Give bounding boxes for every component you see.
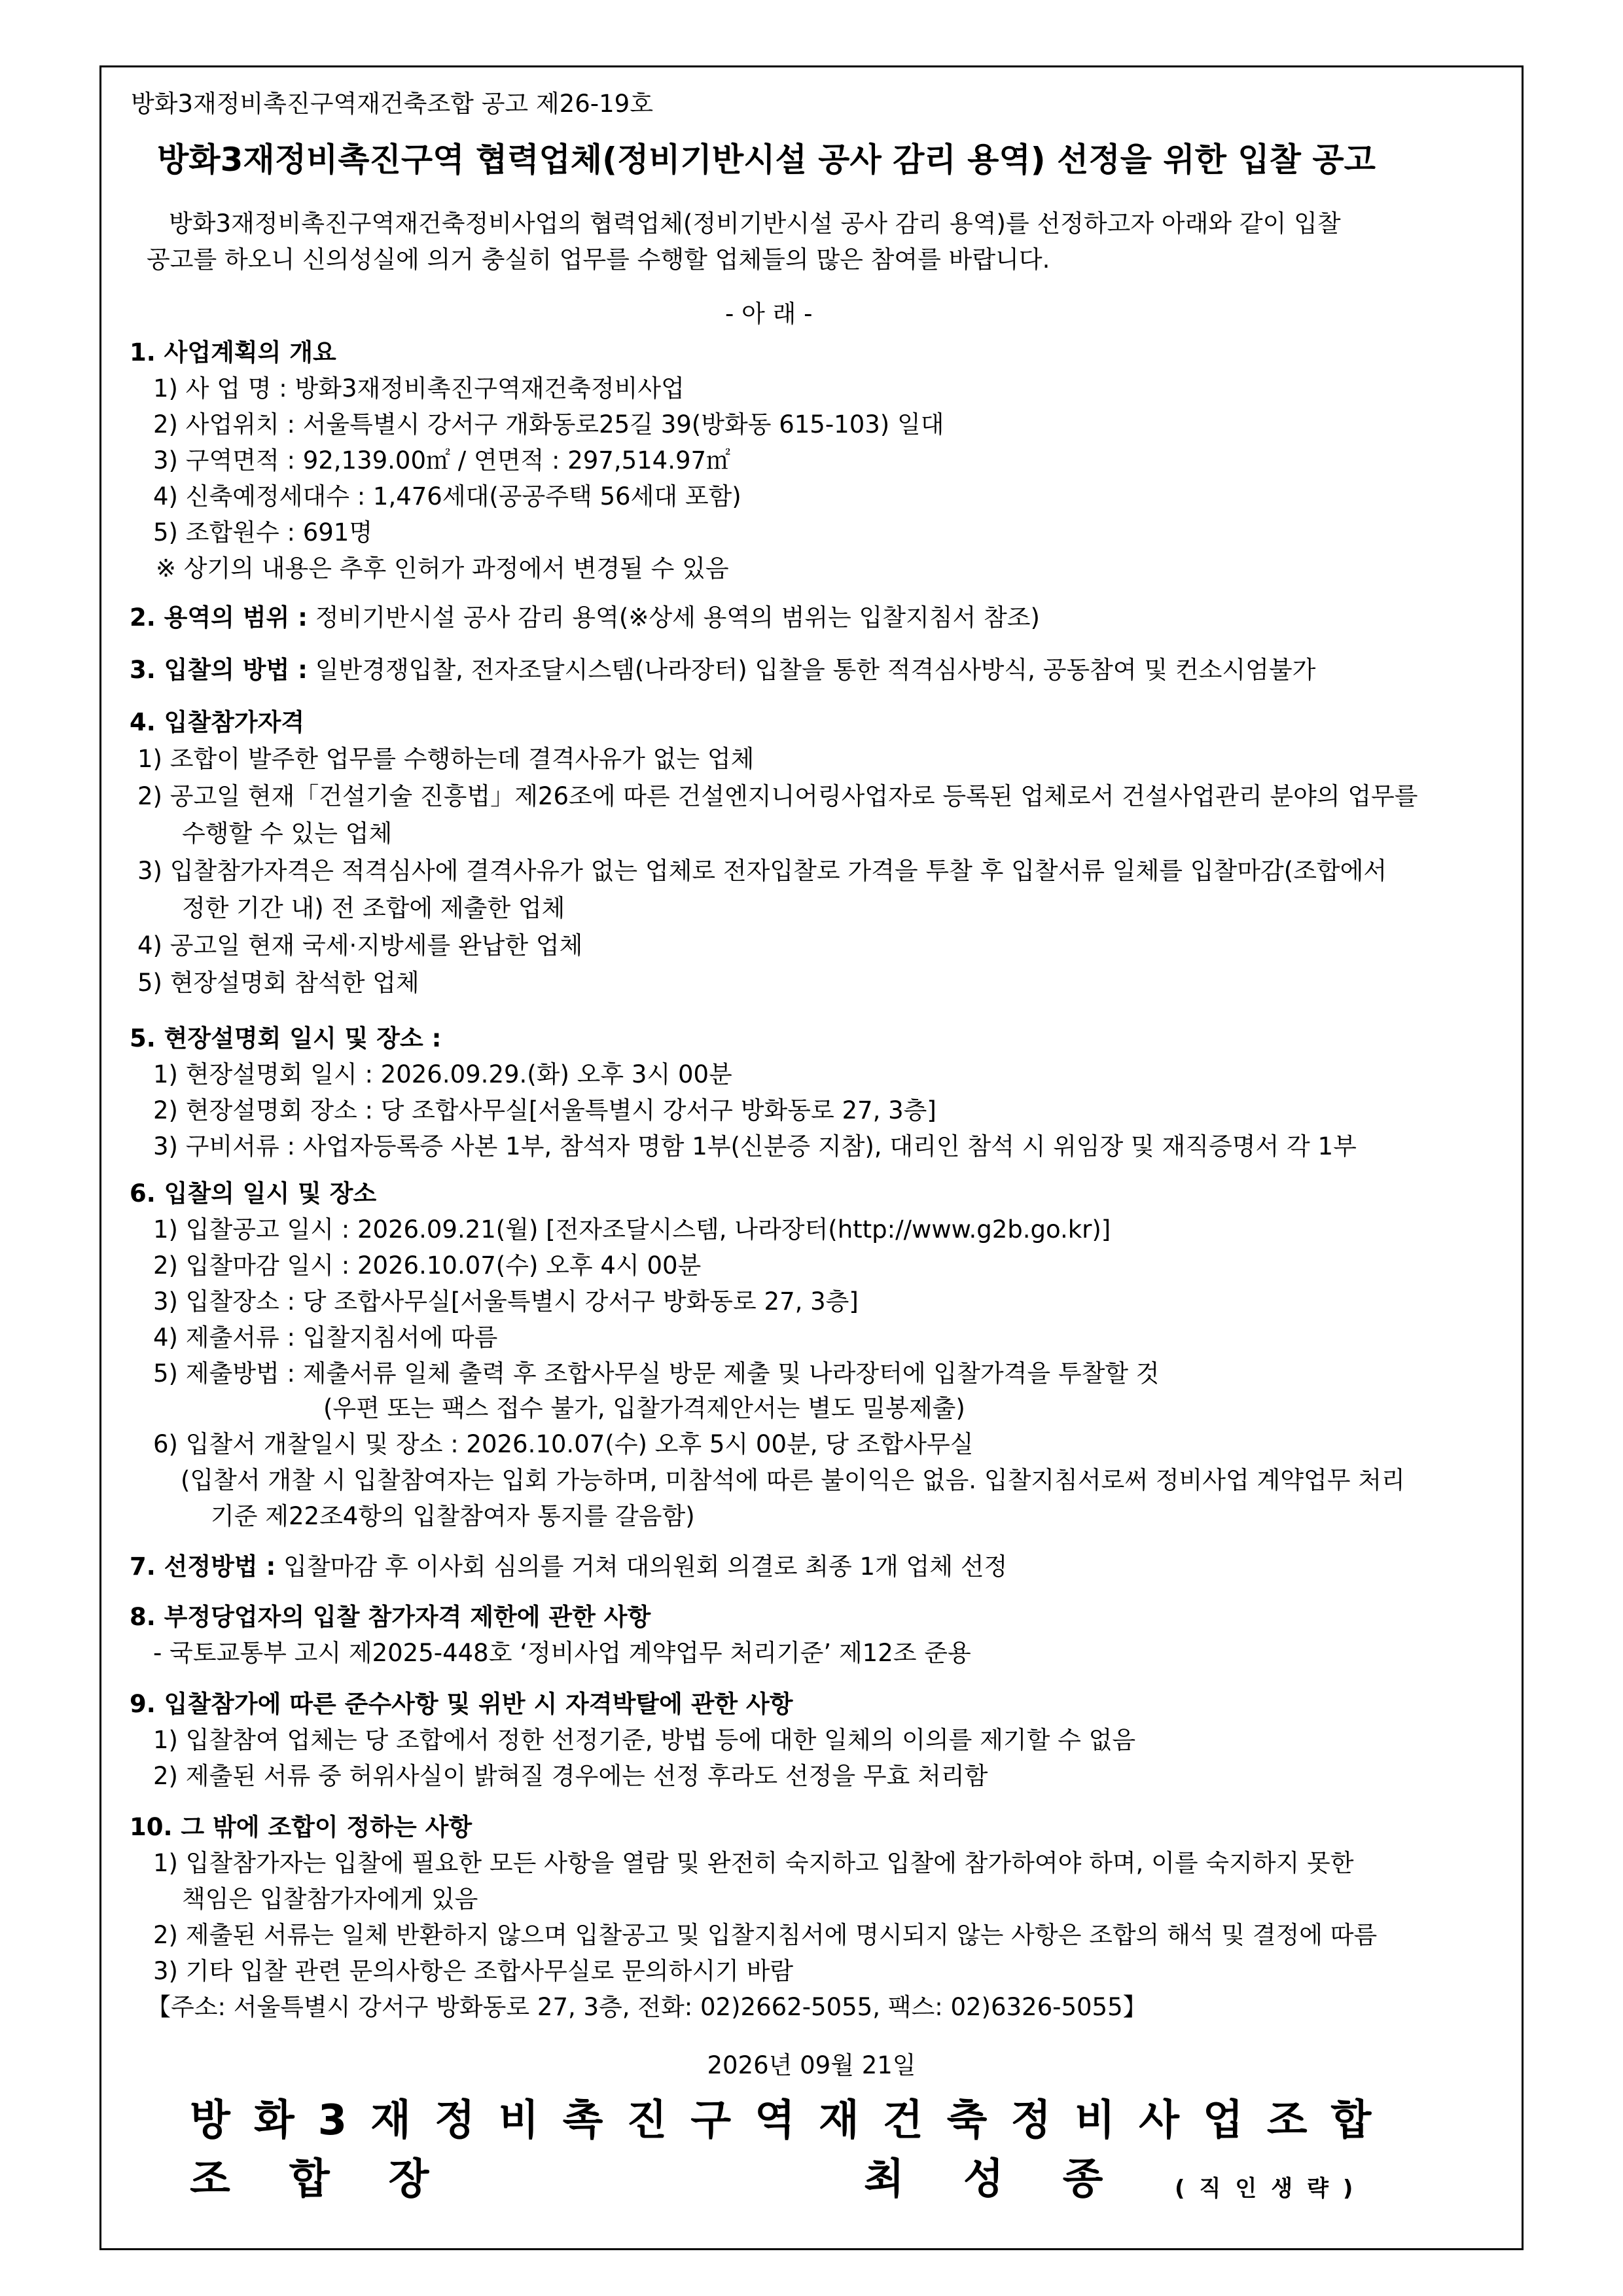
section-7-text: 입찰마감 후 이사회 심의를 거쳐 대의원회 의결로 최종 1개 업체 선정 [283,1552,1008,1581]
list-item: 2) 사업위치 : 서울특별시 강서구 개화동로25길 39(방화동 615-103) 일대 [153,410,944,439]
list-item-continued: 수행할 수 있는 업체 [182,819,393,848]
section-1-heading: 1. 사업계획의 개요 [130,338,336,367]
contact-info: 【주소: 서울특별시 강서구 방화동로 27, 3층, 전화: 02)2662-5055, 팩스: 02)6326-5055】 [147,1993,1147,2021]
list-item: 6) 입찰서 개찰일시 및 장소 : 2026.10.07(수) 오후 5시 00분, 당 조합사무실 [153,1430,974,1458]
list-item: 2) 제출된 서류 중 허위사실이 밝혀질 경우에는 선정 후라도 선정을 무효 처리함 [153,1762,988,1790]
list-item: 1) 사 업 명 : 방화3재정비촉진구역재건축정비사업 [153,374,685,403]
section-8-heading: 8. 부정당업자의 입찰 참가자격 제한에 관한 사항 [130,1603,651,1631]
list-item: 5) 현장설명회 참석한 업체 [137,969,419,997]
signature-organization: 방화3재정비촉진구역재건축정비사업조합 [190,2096,1395,2145]
below-label: - 아 래 - [725,300,813,328]
list-item-continued: 정한 기간 내) 전 조합에 제출한 업체 [182,894,565,922]
list-item-continued: 책임은 입찰참가자에게 있음 [182,1885,478,1913]
section-3 [130,655,1315,686]
section-7-label: 7. 선정방법 : [130,1552,276,1581]
list-item: 1) 입찰공고 일시 : 2026.09.21(월) [전자조달시스템, 나라장터(http://www.g2b.go.kr)] [153,1215,1111,1244]
section-5-heading: 5. 현장설명회 일시 및 장소 : [130,1024,442,1052]
list-note: ※ 상기의 내용은 추후 인허가 과정에서 변경될 수 있음 [156,554,729,583]
signature-name: 최성종 [864,2155,1162,2204]
section-3-label: 3. 입찰의 방법 : [130,656,308,684]
list-item: 1) 입찰참여 업체는 당 조합에서 정한 선정기준, 방법 등에 대한 일체의 이의를 제기할 수 없음 [153,1726,1136,1754]
list-item: 2) 공고일 현재「건설기술 진흥법」제26조에 따른 건설엔지니어링사업자로 등록된 업체로서 건설사업관리 분야의 업무를 [137,782,1418,810]
list-item: 4) 제출서류 : 입찰지침서에 따름 [153,1323,498,1352]
section-7 [130,1551,1007,1583]
list-item: 5) 조합원수 : 691명 [153,518,373,547]
section-4-heading: 4. 입찰참가자격 [130,708,305,736]
list-item: 3) 입찰참가자격은 적격심사에 결격사유가 없는 업체로 전자입찰로 가격을 투찰 후 입찰서류 일체를 입찰마감(조합에서 [137,857,1387,885]
list-item: 5) 제출방법 : 제출서류 일체 출력 후 조합사무실 방문 제출 및 나라장터에 입찰가격을 투찰할 것 [153,1359,1160,1388]
list-item: 2) 현장설명회 장소 : 당 조합사무실[서울특별시 강서구 방화동로 27, 3층] [153,1096,936,1124]
list-item: 3) 기타 입찰 관련 문의사항은 조합사무실로 문의하시기 바람 [153,1957,794,1985]
seal-omitted-note: (직인생략) [1175,2176,1368,2202]
notice-reference: 방화3재정비촉진구역재건축조합 공고 제26-19호 [131,90,653,118]
signature-position: 조합장 [190,2155,488,2204]
list-item: 1) 입찰참가자는 입찰에 필요한 모든 사항을 열람 및 완전히 숙지하고 입찰에 참가하여야 하며, 이를 숙지하지 못한 [153,1849,1354,1877]
section-9-heading: 9. 입찰참가에 따른 준수사항 및 위반 시 자격박탈에 관한 사항 [130,1690,793,1718]
list-item: 3) 구비서류 : 사업자등록증 사본 1부, 참석자 명함 1부(신분증 지참), 대리인 참석 시 위임장 및 재직증명서 각 1부 [153,1132,1357,1160]
intro-line-1: 방화3재정비촉진구역재건축정비사업의 협력업체(정비기반시설 공사 감리 용역)를 선정하고자 아래와 같이 입찰 [169,209,1341,238]
section-2 [130,602,1040,634]
intro-line-2: 공고를 하오니 신의성실에 의거 충실히 업무를 수행할 업체들의 많은 참여를 바랍니다. [147,245,1050,274]
list-item: 3) 입찰장소 : 당 조합사무실[서울특별시 강서구 방화동로 27, 3층] [153,1287,859,1316]
notice-date: 2026년 09월 21일 [707,2051,916,2079]
list-item: 4) 공고일 현재 국세·지방세를 완납한 업체 [137,931,583,960]
list-item: 2) 제출된 서류는 일체 반환하지 않으며 입찰공고 및 입찰지침서에 명시되지 않는 사항은 조합의 해석 및 결정에 따름 [153,1921,1378,1949]
list-item: 1) 현장설명회 일시 : 2026.09.29.(화) 오후 3시 00분 [153,1060,732,1088]
list-item: 4) 신축예정세대수 : 1,476세대(공공주택 56세대 포함) [153,482,741,511]
section-2-text: 정비기반시설 공사 감리 용역(※상세 용역의 범위는 입찰지침서 참조) [315,603,1040,632]
section-3-text: 일반경쟁입찰, 전자조달시스템(나라장터) 입찰을 통한 적격심사방식, 공동참여 및 컨소시엄불가 [315,656,1316,684]
notice-title: 방화3재정비촉진구역 협력업체(정비기반시설 공사 감리 용역) 선정을 위한 입찰 공고 [157,141,1376,179]
list-item: 2) 입찰마감 일시 : 2026.10.07(수) 오후 4시 00분 [153,1251,702,1280]
section-10-heading: 10. 그 밖에 조합이 정하는 사항 [130,1813,473,1841]
list-item: 1) 조합이 발주한 업무를 수행하는데 결격사유가 없는 업체 [137,745,755,773]
list-item: 3) 구역면적 : 92,139.00㎡ / 연면적 : 297,514.97㎡ [153,446,731,475]
list-item-continued: (우편 또는 팩스 접수 불가, 입찰가격제안서는 별도 밀봉제출) [323,1394,965,1422]
list-item-note: (입찰서 개찰 시 입찰참여자는 입회 가능하며, 미참석에 따른 불이익은 없음. 입찰지침서로써 정비사업 계약업무 처리 [181,1466,1405,1494]
list-item: - 국토교통부 고시 제2025-448호 ‘정비사업 계약업무 처리기준’ 제12조 준용 [153,1639,971,1667]
section-2-label: 2. 용역의 범위 : [130,603,308,632]
list-item-note: 기준 제22조4항의 입찰참여자 통지를 갈음함) [211,1502,695,1530]
section-6-heading: 6. 입찰의 일시 및 장소 [130,1179,377,1208]
